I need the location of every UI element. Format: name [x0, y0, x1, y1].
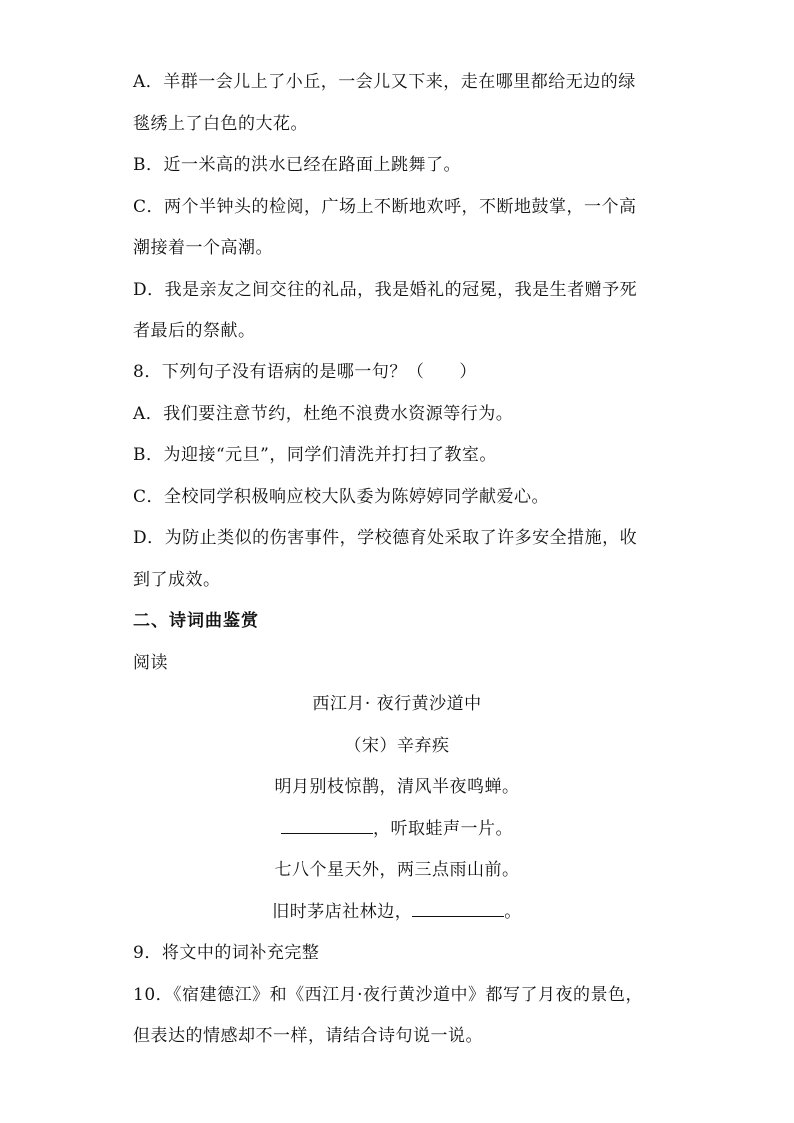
q9-stem: 9．将文中的词补充完整 [133, 943, 320, 963]
poem-author: （宋）辛弃疾 [344, 736, 450, 756]
poem-line-1: 明月别枝惊鹊，清风半夜鸣蝉。 [274, 777, 520, 797]
q7-option-a-line1: A．羊群一会儿上了小丘，一会儿又下来，走在哪里都给无边的绿 [133, 72, 636, 92]
q7-option-a-line2: 毯绣上了白色的大花。 [133, 114, 308, 134]
poem-line-4-end: 。 [504, 902, 522, 922]
q7-option-c-line2: 潮接着一个高潮。 [133, 238, 273, 258]
q7-option-d-line1: D．我是亲友之间交往的礼品，我是婚礼的冠冕，我是生者赠予死 [133, 280, 638, 300]
poem-line-2 [0, 817, 794, 841]
q8-option-b: B．为迎接“元旦”，同学们清洗并打扫了教室。 [133, 445, 497, 465]
q7-option-c-line1: C．两个半钟头的检阅，广场上不断地欢呼，不断地鼓掌，一个高 [133, 197, 637, 217]
q8-option-d-line1: D．为防止类似的伤害事件，学校德育处采取了许多安全措施，收 [133, 528, 638, 548]
poem-line-2-text: ，听取蛙声一片。 [373, 819, 513, 839]
q8-stem: 8．下列句子没有语病的是哪一句？（ ） [133, 362, 477, 382]
poem-title: 西江月· 夜行黄沙道中 [312, 694, 482, 714]
fill-blank-1[interactable] [281, 817, 373, 834]
q7-option-b: B．近一米高的洪水已经在路面上跳舞了。 [133, 155, 461, 175]
fill-blank-2[interactable] [412, 900, 504, 917]
poem-line-4 [0, 900, 794, 924]
q8-option-c: C．全校同学积极响应校大队委为陈婷婷同学献爱心。 [133, 487, 550, 507]
q7-option-d-line2: 者最后的祭献。 [133, 321, 256, 341]
poem-line-3: 七八个星天外，两三点雨山前。 [274, 860, 520, 880]
q10-stem-line2: 但表达的情感却不一样，请结合诗句说一说。 [133, 1026, 483, 1046]
q8-option-a: A．我们要注意节约，杜绝不浪费水资源等行为。 [133, 404, 514, 424]
poem-line-4-text: 旧时茅店社林边， [272, 902, 413, 922]
q10-stem-line1: 10．《宿建德江》和《西江月·夜行黄沙道中》都写了月夜的景色， [133, 985, 644, 1005]
read-label: 阅读 [133, 653, 168, 673]
q8-option-d-line2: 到了成效。 [133, 570, 221, 590]
section-heading: 二、诗词曲鉴赏 [133, 611, 259, 631]
